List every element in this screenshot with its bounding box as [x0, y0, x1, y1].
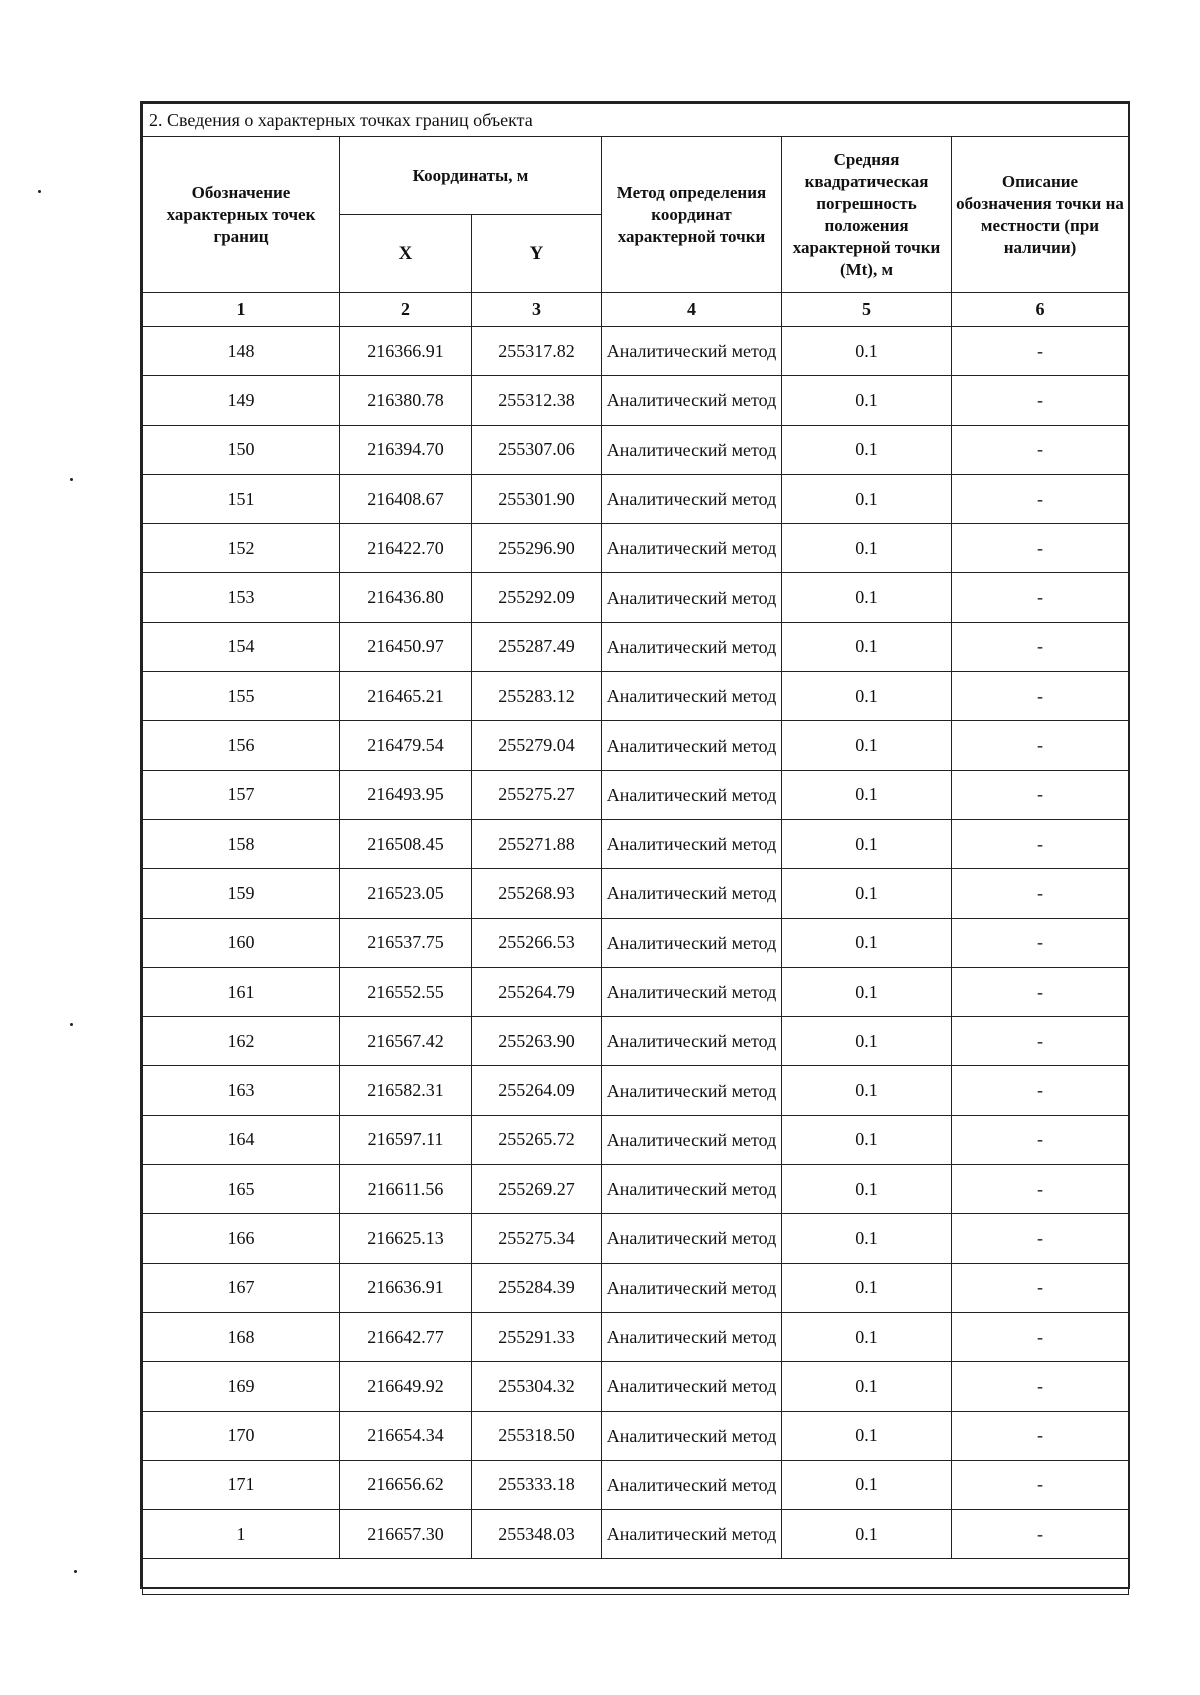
table-row	[143, 425, 1129, 474]
table-row	[143, 1017, 1129, 1066]
mean-error-cell: 0.1	[782, 672, 952, 721]
mean-error-cell: 0.1	[782, 1263, 952, 1312]
column-number: 5	[782, 293, 952, 327]
table-row	[143, 672, 1129, 721]
x-coordinate-cell: 216636.91	[340, 1263, 472, 1312]
table-row	[143, 1460, 1129, 1509]
description-cell: -	[952, 573, 1129, 622]
description-cell: -	[952, 1066, 1129, 1115]
mean-error-cell: 0.1	[782, 1362, 952, 1411]
point-number-cell: 168	[143, 1312, 340, 1361]
description-cell: -	[952, 1214, 1129, 1263]
description-cell: -	[952, 721, 1129, 770]
point-number-cell: 149	[143, 376, 340, 425]
mean-error-cell: 0.1	[782, 1165, 952, 1214]
point-number-cell: 167	[143, 1263, 340, 1312]
method-cell: Аналитический метод	[602, 1460, 782, 1509]
description-cell: -	[952, 524, 1129, 573]
x-coordinate-cell: 216508.45	[340, 819, 472, 868]
point-number-cell: 161	[143, 967, 340, 1016]
y-coordinate-cell: 255291.33	[472, 1312, 602, 1361]
y-coordinate-cell: 255275.27	[472, 770, 602, 819]
point-number-cell: 154	[143, 622, 340, 671]
header-point-designation: Обозначение характерных точек границ	[143, 137, 340, 293]
x-coordinate-cell: 216465.21	[340, 672, 472, 721]
mean-error-cell: 0.1	[782, 967, 952, 1016]
point-number-cell: 166	[143, 1214, 340, 1263]
y-coordinate-cell: 255348.03	[472, 1510, 602, 1559]
method-cell: Аналитический метод	[602, 1510, 782, 1559]
column-number: 2	[340, 293, 472, 327]
description-cell: -	[952, 1460, 1129, 1509]
point-number-cell: 164	[143, 1115, 340, 1164]
y-coordinate-cell: 255264.09	[472, 1066, 602, 1115]
point-number-cell: 148	[143, 327, 340, 376]
description-cell: -	[952, 869, 1129, 918]
description-cell: -	[952, 770, 1129, 819]
footer-cell	[143, 1559, 1129, 1595]
x-coordinate-cell: 216611.56	[340, 1165, 472, 1214]
table-row	[143, 967, 1129, 1016]
point-number-cell: 160	[143, 918, 340, 967]
point-number-cell: 150	[143, 425, 340, 474]
point-number-cell: 158	[143, 819, 340, 868]
header-coordinates: Координаты, м	[340, 137, 602, 215]
mean-error-cell: 0.1	[782, 1115, 952, 1164]
points-table-frame	[140, 101, 1130, 1589]
mean-error-cell: 0.1	[782, 376, 952, 425]
description-cell: -	[952, 672, 1129, 721]
y-coordinate-cell: 255307.06	[472, 425, 602, 474]
x-coordinate-cell: 216657.30	[340, 1510, 472, 1559]
point-number-cell: 159	[143, 869, 340, 918]
header-mean-error: Средняя квадратическая погрешность положения характерной точки (Mt), м	[782, 137, 952, 293]
point-number-cell: 152	[143, 524, 340, 573]
y-coordinate-cell: 255292.09	[472, 573, 602, 622]
x-coordinate-cell: 216408.67	[340, 474, 472, 523]
point-number-cell: 169	[143, 1362, 340, 1411]
x-coordinate-cell: 216493.95	[340, 770, 472, 819]
method-cell: Аналитический метод	[602, 1362, 782, 1411]
mean-error-cell: 0.1	[782, 425, 952, 474]
method-cell: Аналитический метод	[602, 1017, 782, 1066]
mean-error-cell: 0.1	[782, 573, 952, 622]
method-cell: Аналитический метод	[602, 1411, 782, 1460]
description-cell: -	[952, 622, 1129, 671]
table-row	[143, 1263, 1129, 1312]
boundary-points-table	[142, 103, 1129, 1595]
point-number-cell: 162	[143, 1017, 340, 1066]
y-coordinate-cell: 255269.27	[472, 1165, 602, 1214]
y-coordinate-cell: 255312.38	[472, 376, 602, 425]
description-cell: -	[952, 967, 1129, 1016]
table-row	[143, 819, 1129, 868]
point-number-cell: 153	[143, 573, 340, 622]
x-coordinate-cell: 216537.75	[340, 918, 472, 967]
table-row	[143, 1214, 1129, 1263]
point-number-cell: 165	[143, 1165, 340, 1214]
y-coordinate-cell: 255283.12	[472, 672, 602, 721]
table-row	[143, 474, 1129, 523]
point-number-cell: 156	[143, 721, 340, 770]
description-cell: -	[952, 1017, 1129, 1066]
x-coordinate-cell: 216450.97	[340, 622, 472, 671]
header-x: X	[340, 215, 472, 293]
description-cell: -	[952, 1165, 1129, 1214]
method-cell: Аналитический метод	[602, 524, 782, 573]
y-coordinate-cell: 255279.04	[472, 721, 602, 770]
y-coordinate-cell: 255265.72	[472, 1115, 602, 1164]
y-coordinate-cell: 255301.90	[472, 474, 602, 523]
y-coordinate-cell: 255287.49	[472, 622, 602, 671]
table-row	[143, 622, 1129, 671]
method-cell: Аналитический метод	[602, 819, 782, 868]
y-coordinate-cell: 255333.18	[472, 1460, 602, 1509]
x-coordinate-cell: 216625.13	[340, 1214, 472, 1263]
point-number-cell: 151	[143, 474, 340, 523]
y-coordinate-cell: 255296.90	[472, 524, 602, 573]
table-row	[143, 918, 1129, 967]
y-coordinate-cell: 255263.90	[472, 1017, 602, 1066]
table-row	[143, 721, 1129, 770]
y-coordinate-cell: 255304.32	[472, 1362, 602, 1411]
description-cell: -	[952, 1312, 1129, 1361]
method-cell: Аналитический метод	[602, 327, 782, 376]
x-coordinate-cell: 216552.55	[340, 967, 472, 1016]
mean-error-cell: 0.1	[782, 622, 952, 671]
method-cell: Аналитический метод	[602, 770, 782, 819]
table-row	[143, 524, 1129, 573]
description-cell: -	[952, 1115, 1129, 1164]
description-cell: -	[952, 327, 1129, 376]
x-coordinate-cell: 216649.92	[340, 1362, 472, 1411]
method-cell: Аналитический метод	[602, 1165, 782, 1214]
mean-error-cell: 0.1	[782, 1214, 952, 1263]
x-coordinate-cell: 216366.91	[340, 327, 472, 376]
point-number-cell: 163	[143, 1066, 340, 1115]
x-coordinate-cell: 216422.70	[340, 524, 472, 573]
method-cell: Аналитический метод	[602, 967, 782, 1016]
description-cell: -	[952, 1411, 1129, 1460]
x-coordinate-cell: 216380.78	[340, 376, 472, 425]
column-number: 3	[472, 293, 602, 327]
method-cell: Аналитический метод	[602, 918, 782, 967]
method-cell: Аналитический метод	[602, 622, 782, 671]
y-coordinate-cell: 255317.82	[472, 327, 602, 376]
method-cell: Аналитический метод	[602, 1263, 782, 1312]
description-cell: -	[952, 918, 1129, 967]
x-coordinate-cell: 216523.05	[340, 869, 472, 918]
table-row	[143, 869, 1129, 918]
x-coordinate-cell: 216394.70	[340, 425, 472, 474]
description-cell: -	[952, 425, 1129, 474]
mean-error-cell: 0.1	[782, 721, 952, 770]
description-cell: -	[952, 1362, 1129, 1411]
method-cell: Аналитический метод	[602, 672, 782, 721]
point-number-cell: 171	[143, 1460, 340, 1509]
table-footer-row	[143, 1559, 1129, 1595]
scan-speck	[74, 1570, 77, 1573]
table-row	[143, 1362, 1129, 1411]
table-row	[143, 1115, 1129, 1164]
column-number: 4	[602, 293, 782, 327]
mean-error-cell: 0.1	[782, 819, 952, 868]
y-coordinate-cell: 255264.79	[472, 967, 602, 1016]
method-cell: Аналитический метод	[602, 1214, 782, 1263]
y-coordinate-cell: 255268.93	[472, 869, 602, 918]
header-method: Метод определения координат характерной точки	[602, 137, 782, 293]
method-cell: Аналитический метод	[602, 573, 782, 622]
point-number-cell: 1	[143, 1510, 340, 1559]
mean-error-cell: 0.1	[782, 869, 952, 918]
table-row	[143, 1165, 1129, 1214]
y-coordinate-cell: 255271.88	[472, 819, 602, 868]
description-cell: -	[952, 1510, 1129, 1559]
table-body	[143, 327, 1129, 1559]
method-cell: Аналитический метод	[602, 425, 782, 474]
mean-error-cell: 0.1	[782, 524, 952, 573]
x-coordinate-cell: 216582.31	[340, 1066, 472, 1115]
description-cell: -	[952, 1263, 1129, 1312]
mean-error-cell: 0.1	[782, 1312, 952, 1361]
method-cell: Аналитический метод	[602, 721, 782, 770]
description-cell: -	[952, 376, 1129, 425]
mean-error-cell: 0.1	[782, 474, 952, 523]
table-row	[143, 573, 1129, 622]
header-description: Описание обозначения точки на местности (при наличии)	[952, 137, 1129, 293]
description-cell: -	[952, 819, 1129, 868]
x-coordinate-cell: 216642.77	[340, 1312, 472, 1361]
y-coordinate-cell: 255266.53	[472, 918, 602, 967]
x-coordinate-cell: 216597.11	[340, 1115, 472, 1164]
table-row	[143, 376, 1129, 425]
x-coordinate-cell: 216656.62	[340, 1460, 472, 1509]
method-cell: Аналитический метод	[602, 1115, 782, 1164]
mean-error-cell: 0.1	[782, 1510, 952, 1559]
y-coordinate-cell: 255284.39	[472, 1263, 602, 1312]
point-number-cell: 155	[143, 672, 340, 721]
point-number-cell: 157	[143, 770, 340, 819]
table-row	[143, 1066, 1129, 1115]
mean-error-cell: 0.1	[782, 327, 952, 376]
scan-speck	[70, 1023, 73, 1026]
table-row	[143, 770, 1129, 819]
x-coordinate-cell: 216654.34	[340, 1411, 472, 1460]
x-coordinate-cell: 216567.42	[340, 1017, 472, 1066]
table-row	[143, 1312, 1129, 1361]
point-number-cell: 170	[143, 1411, 340, 1460]
method-cell: Аналитический метод	[602, 376, 782, 425]
column-number: 1	[143, 293, 340, 327]
column-number-row	[143, 293, 1129, 327]
mean-error-cell: 0.1	[782, 1460, 952, 1509]
mean-error-cell: 0.1	[782, 770, 952, 819]
x-coordinate-cell: 216479.54	[340, 721, 472, 770]
table-row	[143, 1510, 1129, 1559]
method-cell: Аналитический метод	[602, 474, 782, 523]
section-title: 2. Сведения о характерных точках границ объекта	[143, 104, 1129, 137]
table-row	[143, 1411, 1129, 1460]
y-coordinate-cell: 255275.34	[472, 1214, 602, 1263]
scan-speck	[70, 478, 73, 481]
mean-error-cell: 0.1	[782, 918, 952, 967]
description-cell: -	[952, 474, 1129, 523]
mean-error-cell: 0.1	[782, 1411, 952, 1460]
table-row	[143, 327, 1129, 376]
mean-error-cell: 0.1	[782, 1017, 952, 1066]
x-coordinate-cell: 216436.80	[340, 573, 472, 622]
y-coordinate-cell: 255318.50	[472, 1411, 602, 1460]
method-cell: Аналитический метод	[602, 1066, 782, 1115]
column-number: 6	[952, 293, 1129, 327]
mean-error-cell: 0.1	[782, 1066, 952, 1115]
scan-speck	[38, 190, 41, 193]
method-cell: Аналитический метод	[602, 869, 782, 918]
method-cell: Аналитический метод	[602, 1312, 782, 1361]
header-y: Y	[472, 215, 602, 293]
